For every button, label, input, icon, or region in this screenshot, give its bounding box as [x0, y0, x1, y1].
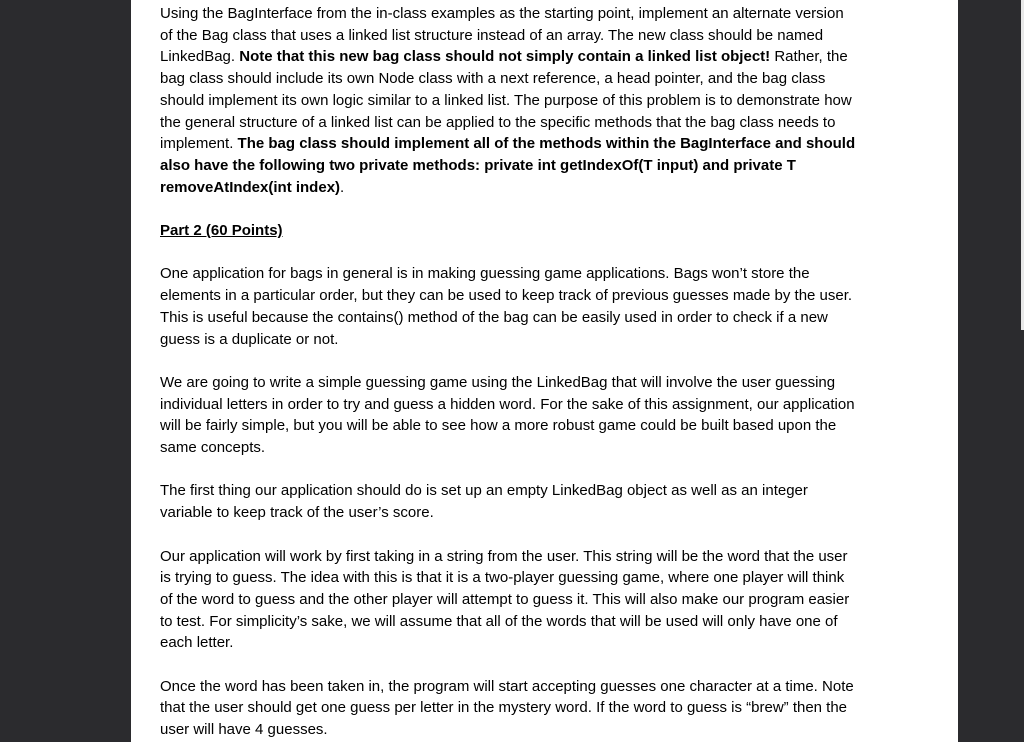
- paragraph-gap: [160, 654, 860, 676]
- paragraph-gap: [160, 198, 860, 220]
- bold-note: Note that this new bag class should not simply contain a linked list object!: [239, 48, 771, 66]
- document-content: [160, 3, 860, 741]
- paragraph-linkedbag-task: [160, 3, 860, 198]
- paragraph-text: Rather, the bag class should include its own Node class with a next reference, a head pointer, and the bag class should implement its own logic similar to a linked list. The purpose of this problem is to demonstrate how the general structure of a linked list can be applied to the specific methods that the bag class needs to implement.: [160, 48, 852, 153]
- paragraph-gap: [160, 350, 860, 372]
- paragraph-text: .: [340, 178, 345, 196]
- paragraph-gap: [160, 524, 860, 546]
- paragraph-guessing-game: We are going to write a simple guessing game using the LinkedBag that will involve the user guessing individual letters in order to try and guess a hidden word. For the sake of this assignment, our application will be fairly simple, but you will be able to see how a more robust game could be built based upon the same concepts.: [160, 373, 855, 457]
- paragraph-text: Using the BagInterface from the in-class examples as the starting point, implement an alternate version of the Bag class that uses a linked list structure instead of an array. The new class should be named LinkedBag.: [160, 5, 844, 66]
- paragraph-guesses: Once the word has been taken in, the program will start accepting guesses one character at a time. Note that the user should get one guess per letter in the mystery word. If the word to guess is “brew” then the user will have 4 guesses.: [160, 677, 854, 739]
- paragraph-gap: [160, 459, 860, 481]
- paragraph-input-word: Our application will work by first taking in a string from the user. This string will be the word that the user is trying to guess. The idea with this is that it is a two-player guessing game, where one player will think of the word to guess and the other player will attempt to guess it. This will also make our program easier to test. For simplicity’s sake, we will assume that all of the words that will be used will only have one of each letter.: [160, 547, 850, 652]
- section-heading-part2: Part 2 (60 Points): [160, 222, 283, 240]
- document-page: [131, 0, 958, 742]
- paragraph-gap: [160, 242, 860, 264]
- paragraph-setup: The first thing our application should do is set up an empty LinkedBag object as well as an integer variable to keep track of the user’s score.: [160, 482, 808, 522]
- paragraph-bag-application: One application for bags in general is in making guessing game applications. Bags won’t store the elements in a particular order, but they can be used to keep track of previous guesses made by the user. This is useful because the contains() method of the bag can be easily used in order to check if a new guess is a duplicate or not.: [160, 265, 853, 348]
- bold-requirement: The bag class should implement all of the methods within the BagInterface and should also have the following two private methods: private int getIndexOf(T input) and private T removeAtIndex(int index): [160, 135, 856, 196]
